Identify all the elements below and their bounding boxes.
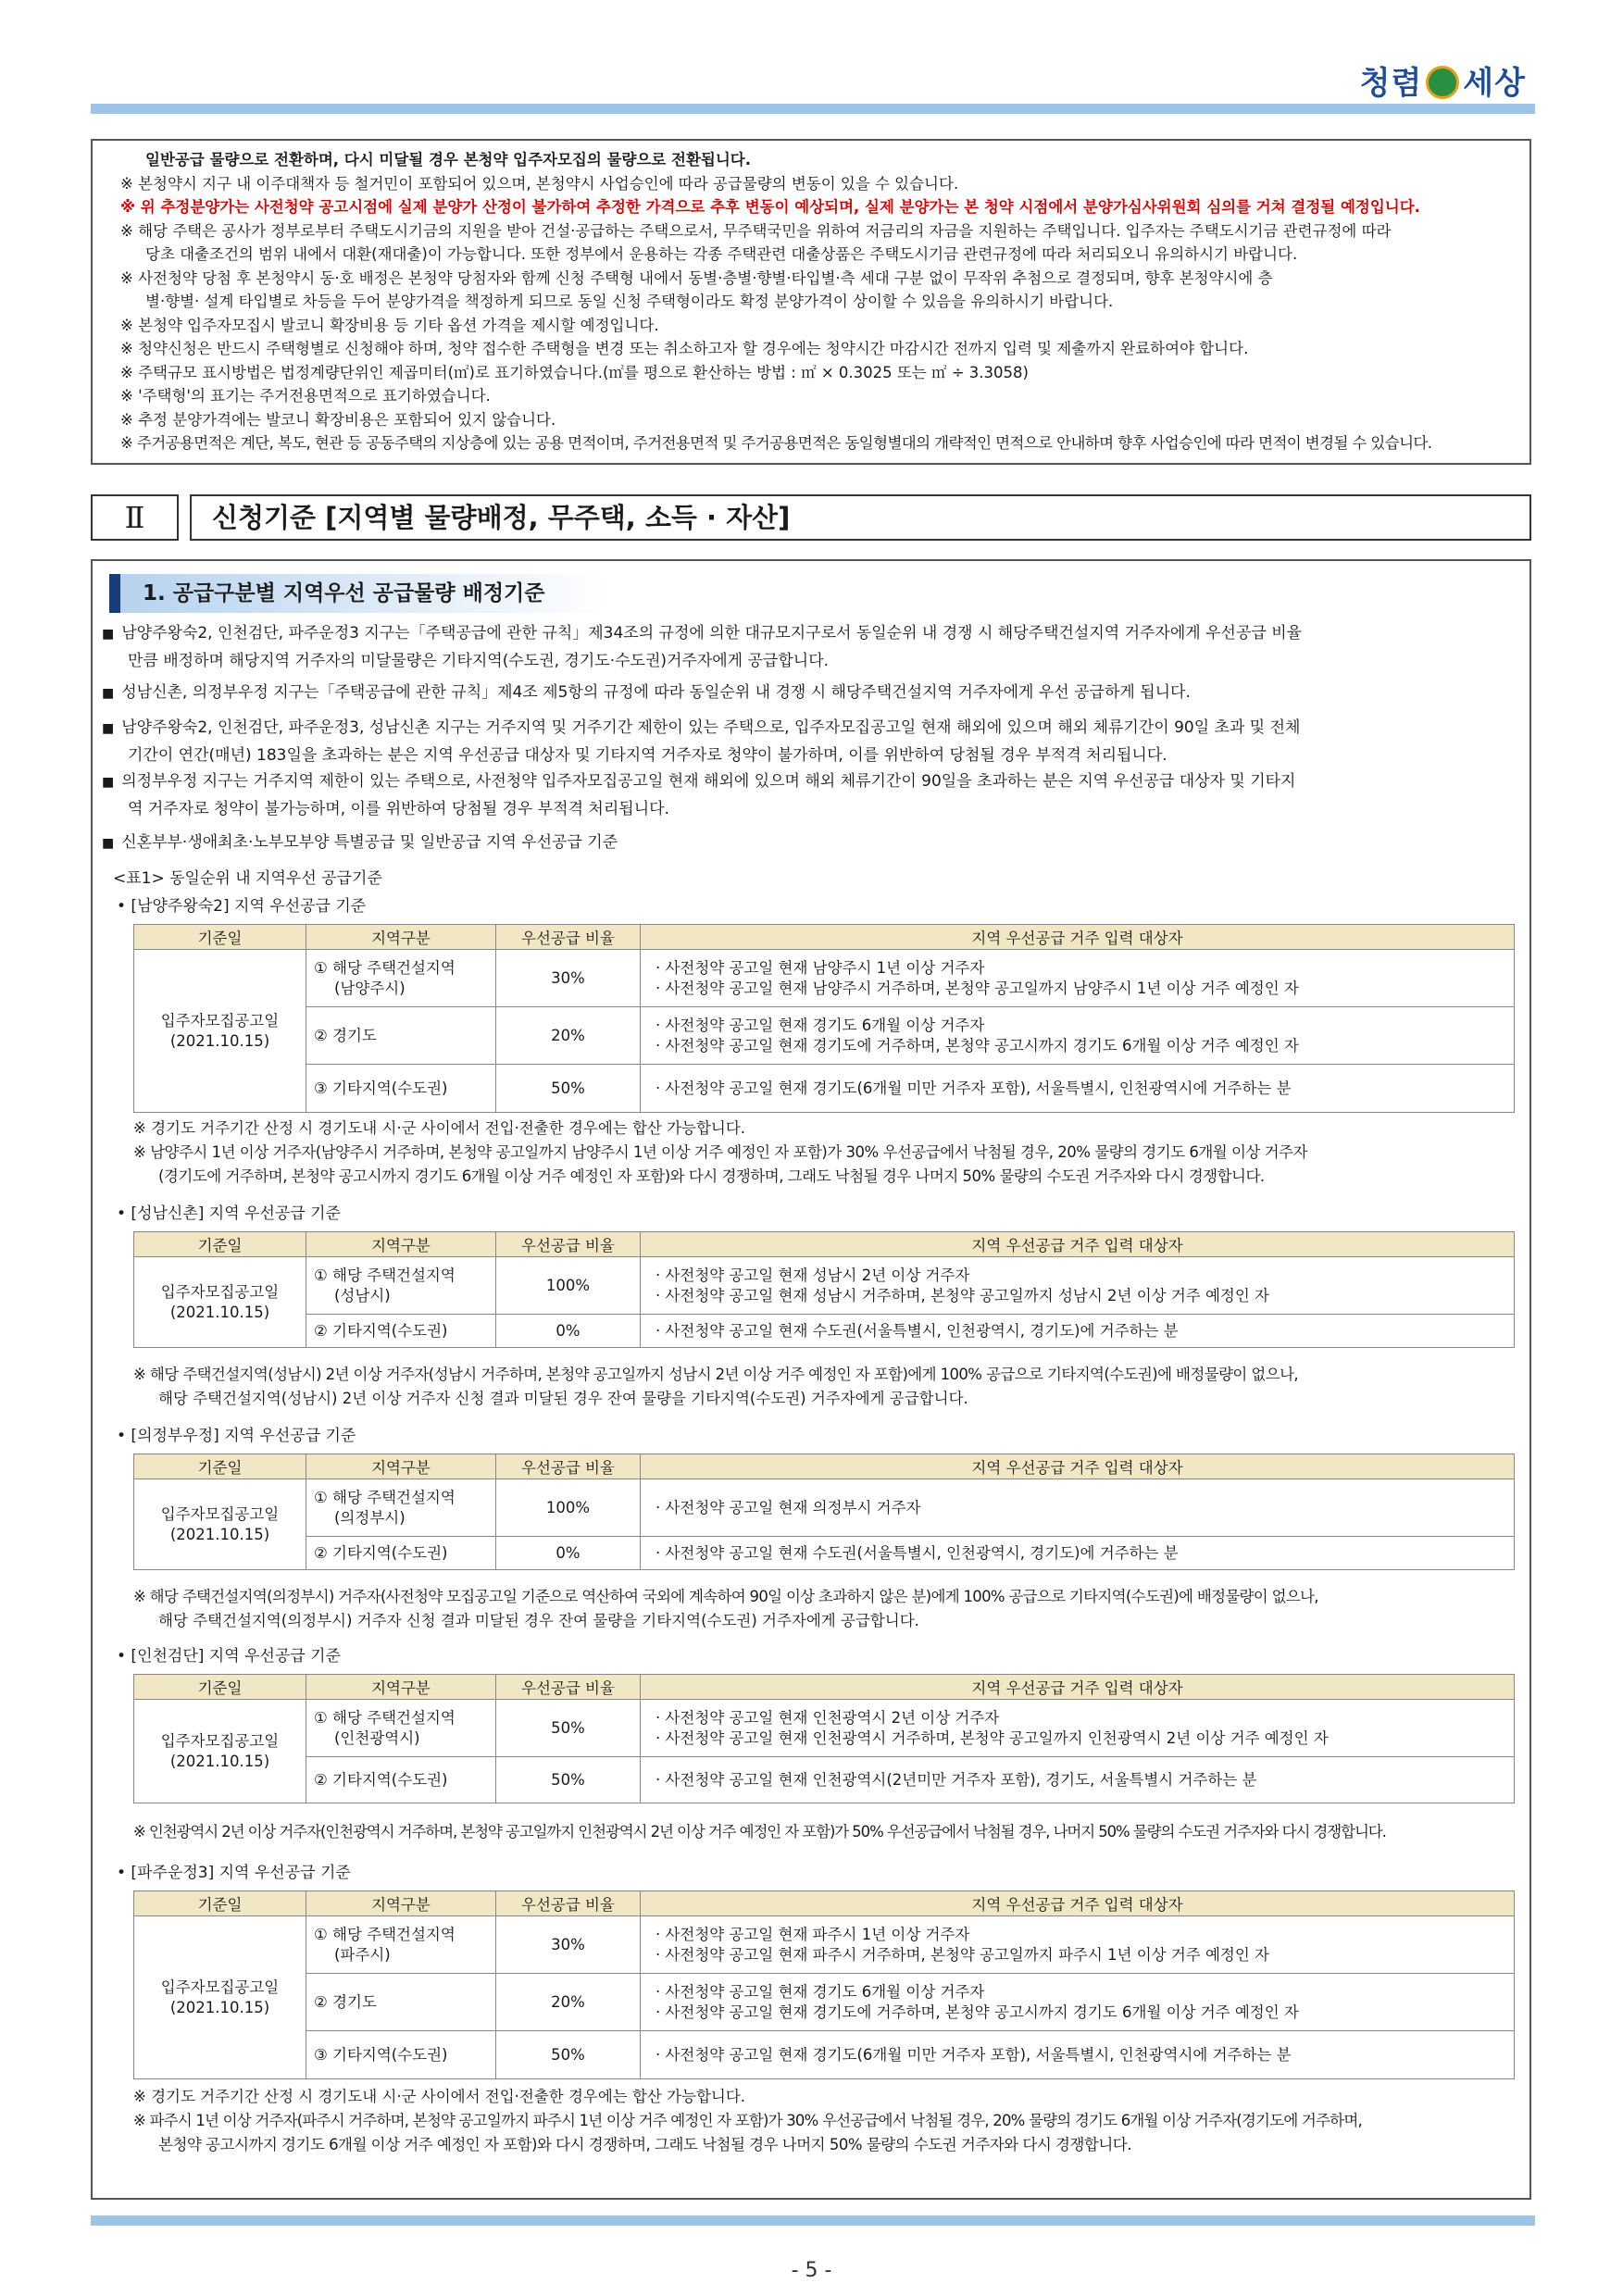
detail-cell: · 사전청약 공고일 현재 인천광역시 2년 이상 거주자 · 사전청약 공고일 현재 인천광역시 거주하며, 본청약 공고일까지 인천광역시 2년 이상 거주 예정인 자	[641, 1700, 1515, 1757]
detail-cell: · 사전청약 공고일 현재 경기도(6개월 미만 거주자 포함), 서울특별시, 인천광역시에 거주하는 분	[641, 2031, 1515, 2079]
table-row	[134, 2031, 1515, 2079]
subsection-title: 1. 공급구분별 지역우선 공급물량 배정기준	[109, 574, 609, 613]
table-notes: ※ 해당 주택건설지역(의정부시) 거주자(사전청약 모집공고일 기준으로 역산하여 국외에 계속하여 90일 이상 초과하지 않은 분)에게 100% 공급으로 기타지역(수도권)에 배정물량이 없으나, 해당 주택건설지역(의정부시) 거주자 신청 결과 미달된 경우 잔여 물량을 기타지역(수도권) 거주자에게 공급합니다.	[133, 1588, 1318, 1629]
table-header-row	[134, 1232, 1515, 1257]
rate-cell: 20%	[496, 1974, 641, 2031]
header-cell: 지역구분	[306, 1675, 496, 1700]
area-cell: ① 해당 주택건설지역 (인천광역시)	[306, 1700, 496, 1757]
table-row	[134, 1757, 1515, 1803]
header-cell: 기준일	[134, 1454, 306, 1479]
detail-cell: · 사전청약 공고일 현재 의정부시 거주자	[641, 1479, 1515, 1537]
priority-table-incheon	[133, 1674, 1515, 1803]
base-date-cell: 입주자모집공고일 (2021.10.15)	[134, 1479, 306, 1570]
note-line: 당초 대출조건의 범위 내에서 대환(재대출)이 가능합니다. 또한 정부에서 운용하는 각종 주택관련 대출상품은 주택도시기금 관련규정에 따라 처리되오니 유의하시기 바랍니다.	[145, 245, 1298, 263]
detail-cell: · 사전청약 공고일 현재 남양주시 1년 이상 거주자 · 사전청약 공고일 현재 남양주시 거주하며, 본청약 공고일까지 남양주시 1년 이상 거주 예정인 자	[641, 950, 1515, 1007]
section-title: 신청기준 [지역별 물량배정, 무주택, 소득 · 자산]	[190, 494, 1531, 541]
bullet-paragraph: ■ 의정부우정 지구는 거주지역 제한이 있는 주택으로, 사전청약 입주자모집공고일 현재 해외에 있으며 해외 체류기간이 90일을 초과하는 분은 지역 우선공급 대상자 및 기타지 역 거주자로 청약이 불가능하며, 이를 위반하여 당첨될 경우 부적격 처리됩니다.	[102, 772, 1296, 818]
header-cell: 지역 우선공급 거주 입력 대상자	[641, 1891, 1515, 1916]
table-notes: ※ 경기도 거주기간 산정 시 경기도내 시·군 사이에서 전입·전출한 경우에는 합산 가능합니다. ※ 파주시 1년 이상 거주자(파주시 거주하며, 본청약 공고일까지 파주시 1년 이상 거주 예정인 자 포함)가 30% 우선공급에서 낙첨될 경우, 20% 물량의 경기도 6개월 이상 거주자(경기도에 거주하며, 본청약 공고시까지 경기도 6개월 이상 거주 예정인 자 포함)와 다시 경쟁하며, 그래도 낙첨될 경우 나머지 50% 물량의 수도권 거주자와 다시 경쟁합니다.	[133, 2088, 1362, 2153]
header-cell: 우선공급 비율	[496, 1891, 641, 1916]
logo-emblem-icon	[1426, 66, 1459, 99]
detail-cell: · 사전청약 공고일 현재 인천광역시(2년미만 거주자 포함), 경기도, 서울특별시 거주하는 분	[641, 1757, 1515, 1803]
table-notes: ※ 경기도 거주기간 산정 시 경기도내 시·군 사이에서 전입·전출한 경우에는 합산 가능합니다. ※ 남양주시 1년 이상 거주자(남양주시 거주하며, 본청약 공고일까지 남양주시 1년 이상 거주 예정인 자 포함)가 30% 우선공급에서 낙첨될 경우, 20% 물량의 경기도 6개월 이상 거주자 (경기도에 거주하며, 본청약 공고시까지 경기도 6개월 이상 거주 예정인 자 포함)와 다시 경쟁하며, 그래도 낙첨될 경우 나머지 50% 물량의 수도권 거주자와 다시 경쟁합니다.	[133, 1119, 1307, 1185]
note-line: ※ 추정 분양가격에는 발코니 확장비용은 포함되어 있지 않습니다.	[120, 410, 556, 429]
note-line: ※ 주택규모 표시방법은 법정계량단위인 제곱미터(㎡)로 표기하였습니다.(㎡를 평으로 환산하는 방법 : ㎡ × 0.3025 또는 ㎡ ÷ 3.3058)	[120, 363, 1029, 381]
note-line: 별·향별· 설계 타입별로 차등을 두어 분양가격을 책정하게 되므로 동일 신청 주택형이라도 확정 분양가격이 상이할 수 있음을 유의하시기 바랍니다.	[145, 293, 1114, 310]
header-cell: 기준일	[134, 1232, 306, 1257]
note-line: ※ 주거공용면적은 계단, 복도, 현관 등 공동주택의 지상층에 있는 공용 면적이며, 주거전용면적 및 주거공용면적은 동일형별대의 개략적인 면적으로 안내하며 향후 사업승인에 따라 면적이 변경될 수 있습니다.	[120, 434, 1432, 452]
base-date-cell: 입주자모집공고일 (2021.10.15)	[134, 1257, 306, 1348]
table-label: • [의정부우정] 지역 우선공급 기준	[117, 1427, 356, 1445]
area-cell: ② 기타지역(수도권)	[306, 1757, 496, 1803]
table-row	[134, 1479, 1515, 1537]
rate-cell: 0%	[496, 1537, 641, 1570]
table-notes: ※ 인천광역시 2년 이상 거주자(인천광역시 거주하며, 본청약 공고일까지 인천광역시 2년 이상 거주 예정인 자 포함)가 50% 우선공급에서 낙첨될 경우, 나머지 50% 물량의 수도권 거주자와 다시 경쟁합니다.	[133, 1823, 1386, 1841]
header-cell: 우선공급 비율	[496, 1675, 641, 1700]
header-cell: 우선공급 비율	[496, 925, 641, 950]
priority-table-seongnam	[133, 1231, 1515, 1348]
header-cell: 지역 우선공급 거주 입력 대상자	[641, 1675, 1515, 1700]
note-line-highlight: ※ 위 추정분양가는 사전청약 공고시점에 실제 분양가 산정이 불가하여 추정한 가격으로 추후 변동이 예상되며, 실제 분양가는 본 청약 시점에서 분양가심사위원회 심의를 거쳐 결정될 예정입니다.	[120, 198, 1420, 216]
header-cell: 지역구분	[306, 1232, 496, 1257]
header-cell: 기준일	[134, 1891, 306, 1916]
header-cell: 지역구분	[306, 1891, 496, 1916]
header-bar	[91, 104, 1535, 114]
table-row	[134, 1700, 1515, 1757]
area-cell: ① 해당 주택건설지역 (파주시)	[306, 1916, 496, 1974]
table-label: • [성남신촌] 지역 우선공급 기준	[117, 1204, 341, 1223]
footer-bar	[91, 2215, 1535, 2226]
area-cell: ② 기타지역(수도권)	[306, 1315, 496, 1348]
header-cell: 기준일	[134, 1675, 306, 1700]
rate-cell: 50%	[496, 1700, 641, 1757]
note-line: ※ 청약신청은 반드시 주택형별로 신청해야 하며, 청약 접수한 주택형을 변경 또는 취소하고자 할 경우에는 청약시간 마감시간 전까지 입력 및 제출까지 완료하여야 합니다.	[120, 340, 1249, 357]
priority-table-uijeongbu	[133, 1454, 1515, 1570]
note-line: ※ 본청약 입주자모집시 발코니 확장비용 등 기타 옵션 가격을 제시할 예정입니다.	[120, 316, 659, 334]
square-bullet-icon: ■	[102, 836, 115, 851]
section-number: Ⅱ	[91, 494, 179, 541]
note-line: ※ 해당 주택은 공사가 정부로부터 주택도시기금의 지원을 받아 건설·공급하는 주택으로서, 무주택국민을 위하여 저금리의 자금을 지원하는 주택입니다. 입주자는 주택도시기금 관련규정에 따라	[120, 221, 1392, 240]
square-bullet-icon: ■	[102, 775, 115, 790]
area-cell: ③ 기타지역(수도권)	[306, 2031, 496, 2079]
table-caption: <표1> 동일순위 내 지역우선 공급기준	[113, 869, 382, 888]
detail-cell: · 사전청약 공고일 현재 경기도(6개월 미만 거주자 포함), 서울특별시, 인천광역시에 거주하는 분	[641, 1065, 1515, 1113]
table-row	[134, 1007, 1515, 1065]
table-label: • [파주운정3] 지역 우선공급 기준	[117, 1864, 351, 1882]
bullet-paragraph: ■ 성남신촌, 의정부우정 지구는「주택공급에 관한 규칙」제4조 제5항의 규정에 따라 동일순위 내 경쟁 시 해당주택건설지역 거주자에게 우선 공급하게 됩니다.	[102, 683, 1191, 702]
base-date-cell: 입주자모집공고일 (2021.10.15)	[134, 950, 306, 1113]
square-bullet-icon: ■	[102, 686, 115, 701]
rate-cell: 0%	[496, 1315, 641, 1348]
note-line: ※ 사전청약 당첨 후 본청약시 동·호 배정은 본청약 당첨자와 함께 신청 주택형 내에서 동별·층별·향별·타입별·측 세대 구분 없이 무작위 추첨으로 결정되며, 향후 본청약시에 층	[120, 268, 1273, 287]
square-bullet-icon: ■	[102, 721, 115, 736]
area-cell: ② 기타지역(수도권)	[306, 1537, 496, 1570]
table-header-row	[134, 1454, 1515, 1479]
header-cell: 지역 우선공급 거주 입력 대상자	[641, 925, 1515, 950]
area-cell: ② 경기도	[306, 1007, 496, 1065]
detail-cell: · 사전청약 공고일 현재 수도권(서울특별시, 인천광역시, 경기도)에 거주하는 분	[641, 1537, 1515, 1570]
header-cell: 지역 우선공급 거주 입력 대상자	[641, 1454, 1515, 1479]
rate-cell: 50%	[496, 1757, 641, 1803]
note-line: ※ '주택형'의 표기는 주거전용면적으로 표기하였습니다.	[120, 387, 491, 405]
header-cell: 우선공급 비율	[496, 1232, 641, 1257]
rate-cell: 30%	[496, 1916, 641, 1974]
table-header-row	[134, 1675, 1515, 1700]
table-row	[134, 1065, 1515, 1113]
base-date-cell: 입주자모집공고일 (2021.10.15)	[134, 1700, 306, 1803]
note-line: 일반공급 물량으로 전환하며, 다시 미달될 경우 본청약 입주자모집의 물량으로 전환됩니다.	[145, 151, 751, 168]
note-line: ※ 본청약시 지구 내 이주대책자 등 철거민이 포함되어 있으며, 본청약시 사업승인에 따라 공급물량의 변동이 있을 수 있습니다.	[120, 174, 959, 193]
table-row	[134, 950, 1515, 1007]
bullet-paragraph: ■ 남양주왕숙2, 인천검단, 파주운정3 지구는「주택공급에 관한 규칙」제34조의 규정에 의한 대규모지구로서 동일순위 내 경쟁 시 해당주택건설지역 거주자에게 우선공급 비율 만큼 배정하며 해당지역 거주자의 미달물량은 기타지역(수도권, 경기도·수도권)거주자에게 공급합니다.	[102, 624, 1303, 670]
table-notes: ※ 해당 주택건설지역(성남시) 2년 이상 거주자(성남시 거주하며, 본청약 공고일까지 성남시 2년 이상 거주 예정인 자 포함)에게 100% 공급으로 기타지역(수도권)에 배정물량이 없으나, 해당 주택건설지역(성남시) 2년 이상 거주자 신청 결과 미달된 경우 잔여 물량을 기타지역(수도권) 거주자에게 공급합니다.	[133, 1366, 1299, 1407]
detail-cell: · 사전청약 공고일 현재 파주시 1년 이상 거주자 · 사전청약 공고일 현재 파주시 거주하며, 본청약 공고일까지 파주시 1년 이상 거주 예정인 자	[641, 1916, 1515, 1974]
detail-cell: · 사전청약 공고일 현재 경기도 6개월 이상 거주자 · 사전청약 공고일 현재 경기도에 거주하며, 본청약 공고시까지 경기도 6개월 이상 거주 예정인 자	[641, 1007, 1515, 1065]
notes-box	[91, 139, 1531, 465]
area-cell: ③ 기타지역(수도권)	[306, 1065, 496, 1113]
header-cell: 기준일	[134, 925, 306, 950]
table-row	[134, 1974, 1515, 2031]
bullet-paragraph: ■ 신혼부부·생애최초·노부모부양 특별공급 및 일반공급 지역 우선공급 기준	[102, 833, 618, 852]
table-header-row	[134, 925, 1515, 950]
area-cell: ② 경기도	[306, 1974, 496, 2031]
header-cell: 우선공급 비율	[496, 1454, 641, 1479]
page-number: - 5 -	[791, 2259, 832, 2282]
table-label: • [남양주왕숙2] 지역 우선공급 기준	[117, 897, 367, 916]
table-row	[134, 1257, 1515, 1315]
area-cell: ① 해당 주택건설지역 (남양주시)	[306, 950, 496, 1007]
area-cell: ① 해당 주택건설지역 (성남시)	[306, 1257, 496, 1315]
table-label: • [인천검단] 지역 우선공급 기준	[117, 1647, 341, 1666]
table-row	[134, 1315, 1515, 1348]
priority-table-paju	[133, 1890, 1515, 2079]
logo: 청렴 세상	[1359, 65, 1526, 102]
table-row	[134, 1916, 1515, 1974]
rate-cell: 50%	[496, 1065, 641, 1113]
rate-cell: 50%	[496, 2031, 641, 2079]
rate-cell: 100%	[496, 1479, 641, 1537]
detail-cell: · 사전청약 공고일 현재 경기도 6개월 이상 거주자 · 사전청약 공고일 현재 경기도에 거주하며, 본청약 공고시까지 경기도 6개월 이상 거주 예정인 자	[641, 1974, 1515, 2031]
rate-cell: 100%	[496, 1257, 641, 1315]
main-box	[91, 559, 1531, 2200]
area-cell: ① 해당 주택건설지역 (의정부시)	[306, 1479, 496, 1537]
square-bullet-icon: ■	[102, 627, 115, 642]
base-date-cell: 입주자모집공고일 (2021.10.15)	[134, 1916, 306, 2079]
bullet-paragraph: ■ 남양주왕숙2, 인천검단, 파주운정3, 성남신촌 지구는 거주지역 및 거주기간 제한이 있는 주택으로, 입주자모집공고일 현재 해외에 있으며 해외 체류기간이 90일 초과 및 전체 기간이 연간(매년) 183일을 초과하는 분은 지역 우선공급 대상자 및 기타지역 거주자로 청약이 불가하며, 이를 위반하여 당첨될 경우 부적격 처리됩니다.	[102, 718, 1301, 765]
detail-cell: · 사전청약 공고일 현재 수도권(서울특별시, 인천광역시, 경기도)에 거주하는 분	[641, 1315, 1515, 1348]
detail-cell: · 사전청약 공고일 현재 성남시 2년 이상 거주자 · 사전청약 공고일 현재 성남시 거주하며, 본청약 공고일까지 성남시 2년 이상 거주 예정인 자	[641, 1257, 1515, 1315]
rate-cell: 20%	[496, 1007, 641, 1065]
header-cell: 지역구분	[306, 925, 496, 950]
header-cell: 지역 우선공급 거주 입력 대상자	[641, 1232, 1515, 1257]
table-header-row	[134, 1891, 1515, 1916]
rate-cell: 30%	[496, 950, 641, 1007]
table-row	[134, 1537, 1515, 1570]
priority-table-namyangju	[133, 924, 1515, 1113]
header-cell: 지역구분	[306, 1454, 496, 1479]
